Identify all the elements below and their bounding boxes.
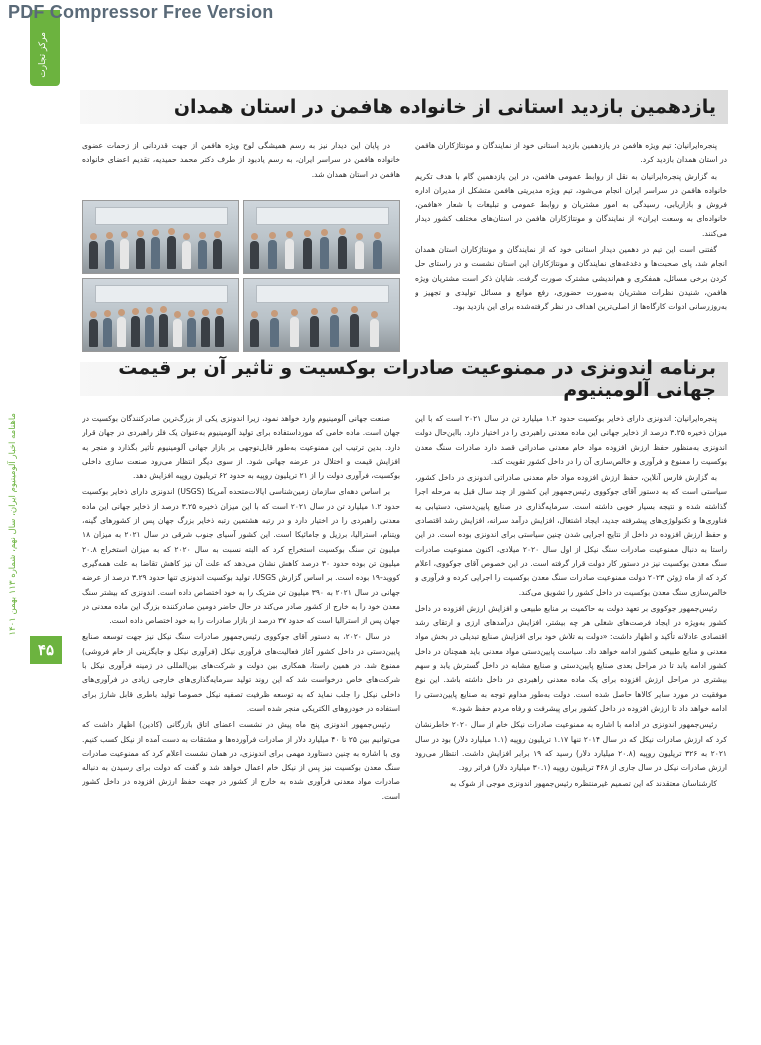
person-figure [198, 240, 207, 269]
person-figure [159, 314, 168, 347]
side-strip [0, 405, 30, 685]
paragraph: در سال ۲۰۲۰، به دستور آقای جوکووی رئیس‌جمهور صادرات سنگ نیکل نیز جهت توسعه صنایع پایین‌دستی در داخل کشور آغاز فعالیت‌های فرآوری نیکل (فرآوری نیکل و جایگزینی از خام فروشی) ممنوع شد. در همین راستا، همکاری بین دولت و شرکت‌های بین‌المللی در زمینه فرآوری نیکل با شرکت‌های خاص درخواست شد که این روند تولید سرمایه‌گذاری‌های خارجی زیادی در فرآوری‌های داخلی نیکل را جلب نماید که به توسعه ظرفیت تصفیه نیکل خصوصا تولید باطری قابل شارژ برای استفاده در خودروهای الکتریکی منجر شده است. [82, 632, 400, 713]
banner-graphic [95, 207, 227, 225]
paragraph: در پایان این دیدار نیز به رسم همیشگی لوح ویژه هافمن از جهت قدردانی از زحمات عضوی خانواده هافمن در سراسر ایران، به رسم یادبود از طرف دکتر محمد حمیدیه، تقدیم اعضای خانواده هافمن در استان همدان شد. [82, 141, 400, 179]
person-figure [373, 240, 382, 269]
banner-graphic [95, 285, 227, 303]
group-photo [82, 278, 239, 352]
person-figure [310, 316, 319, 347]
person-figure [105, 240, 114, 269]
person-figure [173, 319, 182, 347]
article1-title: یازدهمین بازدید استانی از خانواده هافمن در استان همدان [80, 90, 728, 124]
person-figure [303, 238, 312, 269]
person-figure [89, 241, 98, 269]
person-figure [213, 239, 222, 269]
paragraph: رئیس‌جمهور جوکووی بر تعهد دولت به حاکمیت بر منابع طبیعی و افزایش ارزش افزوده در داخل کشور به‌ویژه در ایجاد فرصت‌های شغلی هر چه بیشتر، افزایش درآمدهای ارزی و ارتقای رشد اقتصادی عادلانه تأکید و اظهار داشت: «دولت به تلاش خود برای افزایش صنایع تبدیلی در بخش مواد معدنی و منابع طبیعی کشور ادامه خواهد داد. سیاست پایین‌دستی مواد معدنی باید همچنان در داخل کشور ادامه یابد تا در مراحل بعدی صنایع پایین‌دستی و صنایع مشابه در داخل گسترش یابد و سهم بیشتری در مراحل ارزش افزوده برای یک ماده معدنی راهبردی در داخل داشته باشد. این نوع موفقیت در مورد سایر کالاها حاصل شده است. دولت به‌طور مداوم توجه به صنایع پایین‌دستی را ادامه خواهد داد تا ارزش افزوده در داخل کشور برای پیشرفت و رفاه مردم حفظ شود.» [415, 603, 727, 713]
group-photo [243, 200, 400, 274]
person-figure [355, 241, 364, 269]
paragraph: صنعت جهانی آلومینیوم وارد خواهد نمود، زیرا اندونزی یکی از بزرگ‌ترین صادرکنندگان بوکسیت در جهان است. ماده خامی که مورداستفاده برای تولید آلومینیوم به‌عنوان یک فلز راهبردی در جهان قرار دارد. بدین ترتیب این ممنوعیت به‌طور قابل‌توجهی بر بازار جهانی آلومینیوم تأثیر بگذارد و منجر به افزایش قیمت و اختلال در عرضه جهانی شود. از سوی دیگر انتظار می‌رود صنعت سازی داخلی بوکسیت، فرآوری دولت را از ۲۱ تریلیون روپیه به حدود ۶۲ تریلیون روپیه افزایش دهد. [82, 414, 400, 481]
section-tab-label: مرکز تجارت [38, 32, 48, 78]
person-figure [320, 237, 329, 269]
paragraph: پنجره‌ایرانیان: اندونزی دارای ذخایر بوکسیت حدود ۱.۲ میلیارد تن در سال ۲۰۲۱ است که با این میزان ذخیره ۳.۲۵ درصد از ذخایر جهانی این ماده معدنی راهبردی را در اختیار دارد. بااین‌حال دولت اندونزی به‌منظور حفظ ارزش افزوده مواد خام معدنی صادراتی قصد دارد صادرات سنگ معدن بوکسیت را ممنوع و فرآوری و خالص‌سازی آن را در داخل کشور تقویت کند. [415, 414, 727, 466]
article1-body-left [82, 139, 400, 183]
paragraph: بر اساس دهه‌ای سازمان زمین‌شناسی ایالات‌متحده آمریکا (USGS) اندونزی دارای ذخایر بوکسیت حدود ۱.۲ میلیارد تن در سال ۲۰۲۱ است که با این میزان ذخیره ۳.۲۵ درصد از ذخایر جهانی این ماده معدنی راهبردی را در اختیار دارد و در رتبه هشتمین رتبه ذخایر بزرگ جهان پس از کشورهای گینه، ویتنام، استرالیا، برزیل و جامائیکا است. این کشور آسیای جنوب شرقی در سال ۲۰۲۱ به میزان ۱۸ میلیون تن سنگ بوکسیت استخراج کرد که البته نسبت به سال ۲۰۲۰ که به میزان استخراج ۲۰.۸ میلیون تن بوده حدود ۳۰ درصد کاهش نشان می‌دهد که علت آن نیز کاهش تقاضا به علت همه‌گیری کووید-۱۹ بوده است. بر اساس گزارش USGS، تولید بوکسیت اندونزی تنها حدود ۳.۲۹ درصد از عرضه جهانی در سال ۲۰۲۱ به ۳۹۰ میلیون تن متریک را به خود اختصاص داده است. اندونزی که بیشتر سنگ معدن خود را به خارج از کشور صادر می‌کند در حال حاضر دومین صادرکننده بزرگ این ماده معدنی در جهان پس از استرالیا است که حدود ۳۷ درصد از بازار صادرات را به خود اختصاص داده است. [82, 487, 400, 626]
person-figure [151, 237, 160, 269]
person-figure [330, 315, 339, 347]
page-number: ۴۵ [30, 636, 62, 664]
banner-graphic [256, 207, 388, 225]
person-figure [167, 236, 176, 269]
person-figure [215, 316, 224, 347]
person-figure [338, 236, 347, 269]
person-figure [145, 315, 154, 347]
person-figure [89, 319, 98, 347]
issue-info: ماهنامه اخبار آلومینیوم ایران، سال نهم، شماره ۱۱۳ بهمن ۱۴۰۱ [8, 413, 18, 636]
person-figure [268, 240, 277, 269]
person-figure [131, 316, 140, 347]
paragraph: گفتنی است این تیم در دهمین دیدار استانی خود که از نمایندگان و مونتاژکاران استان همدان انجام شد، پای صحبت‌ها و دغدغه‌های نمایندگان و مونتاژکاران این استان نشست و در راستای حل کردن برخی مسائل، همفکری و هم‌اندیشی مشترک صورت گرفت. شایان ذکر است مشتریان ویژه هافمن، شنیدن نظرات مشتریان به‌صورت حضوری، رفع موانع و مسائل تولیدی و تجهیز و به‌روزرسانی ادوات کارگاه‌ها از اصلی‌ترین اهداف در نظر گرفته‌شده برای این بازدید بود. [415, 245, 727, 312]
person-figure [250, 241, 259, 269]
paragraph: پنجره‌ایرانیان: تیم ویژه هافمن در یازدهمین بازدید استانی خود از نمایندگان و مونتاژکاران هافمن در استان همدان بازدید کرد. [415, 141, 727, 165]
person-figure [285, 239, 294, 269]
group-photo [82, 200, 239, 274]
paragraph: به گزارش فارس آنلاین، حفظ ارزش افزوده مواد خام معدنی صادراتی اندونزی در داخل کشور، سیاستی است که به دستور آقای جوکووی رئیس‌جمهور این کشور از چند سال قبل به مرحله اجرا گذاشته شده و نتیجه بسیار خوبی داشته است. سرمایه‌گذاری در صنایع پایین‌دستی، دستیابی به فناوری‌ها و تکنولوژی‌های پیشرفته جدید، ایجاد اشتغال، افزایش درآمد سرانه، افزایش رشد اقتصادی و حفظ ارزش افزوده در داخل از نتایج اجرایی شدن چنین سیاستی برای اندونزی بوده است. در این راستا به دنبال ممنوعیت صادرات سنگ نیکل از اول سال ۲۰۲۰ میلادی، اکنون ممنوعیت صادرات سنگ معدن بوکسیت نیز در دستور کار دولت قرار گرفته است. در این خصوص آقای جوکووی، اعلام کرد که از ماه ژوئن ۲۰۲۳ دولت ممنوعیت صادرات سنگ معدن بوکسیت را اجرایی کرده و فرآوری و خالص‌سازی سنگ معدن بوکسیت در داخل کشور را تشویق می‌کند. [415, 473, 727, 597]
person-figure [187, 318, 196, 347]
person-figure [120, 239, 129, 269]
paragraph: به گزارش پنجره‌ایرانیان به نقل از روابط عمومی هافمن، در این یازدهمین گام با هدف تکریم خانواده هافمن در سراسر ایران انجام می‌شود، تیم ویژه مدیریتی هافمن متشکل از مدیران اداره فروش و بازاریابی، رسیدگی به امور مشتریان و روابط عمومی و تبلیغات با شعار «هافمن، خانواده‌ای به وسعت ایران» از نمایندگان و مونتاژکاران هافمن در استان‌های مختلف کشور دیدار می‌کنند. [415, 171, 727, 238]
article2-body-left [82, 412, 400, 957]
person-figure [136, 238, 145, 269]
group-photo [243, 278, 400, 352]
person-figure [290, 317, 299, 347]
person-figure [182, 241, 191, 269]
person-figure [201, 317, 210, 347]
article2-body-right [415, 412, 727, 1012]
person-figure [117, 317, 126, 347]
person-figure [270, 318, 279, 347]
person-figure [250, 319, 259, 347]
paragraph: رئیس‌جمهور اندونزی پنج ماه پیش در نشست اعضای اتاق بازرگانی (کادین) اظهار داشت که می‌توانیم بین ۲۵ تا ۴۰ میلیارد دلار از صادرات فرآورده‌ها و مشتقات به دست آمده از نیکل کسب کنیم. وی با اشاره به چنین دستاورد مهمی برای اندونزی، در همان نشست اعلام کرد که ممنوعیت صادرات سنگ معدن بوکسیت نیز پس از نیکل خام اعمال خواهد شد و گفت که دولت برای رسیدن به دنباله صادرات مواد معدنی فرآوری شده به خارج از کشور در جهت حفظ ارزش افزوده در داخل کشور است. [82, 720, 400, 801]
banner-graphic [256, 285, 388, 303]
article2-title: برنامه اندونزی در ممنوعیت صادرات بوکسیت و تاثیر آن بر قیمت جهانی آلومینیوم [80, 362, 728, 396]
watermark: PDF Compressor Free Version [8, 2, 274, 22]
person-figure [370, 319, 379, 347]
article1-body-right [415, 139, 727, 359]
paragraph: رئیس‌جمهور اندونزی در ادامه با اشاره به ممنوعیت صادرات نیکل خام از سال ۲۰۲۰ خاطرنشان کرد که ارزش صادرات نیکل که در سال ۲۰۱۴ تنها ۱.۱۷ تریلیون روپیه (۱.۱ میلیارد دلار) بود در سال ۲۰۲۱ به ۳۲۶ تریلیون روپیه (۲۰.۸ میلیارد دلار) رسید که ۱۹ برابر افزایش داشت. انتظار می‌رود ارزش صادرات نیکل در سال جاری از ۴۶۸ تریلیون روپیه (۳۰.۱ میلیارد دلار) فراتر رود. [415, 720, 727, 773]
person-figure [103, 318, 112, 347]
photo-grid [82, 200, 400, 352]
person-figure [350, 314, 359, 347]
paragraph: کارشناسان معتقدند که این تصمیم غیرمنتظره رئیس‌جمهور اندونزی موجی از شوک به [449, 779, 717, 789]
